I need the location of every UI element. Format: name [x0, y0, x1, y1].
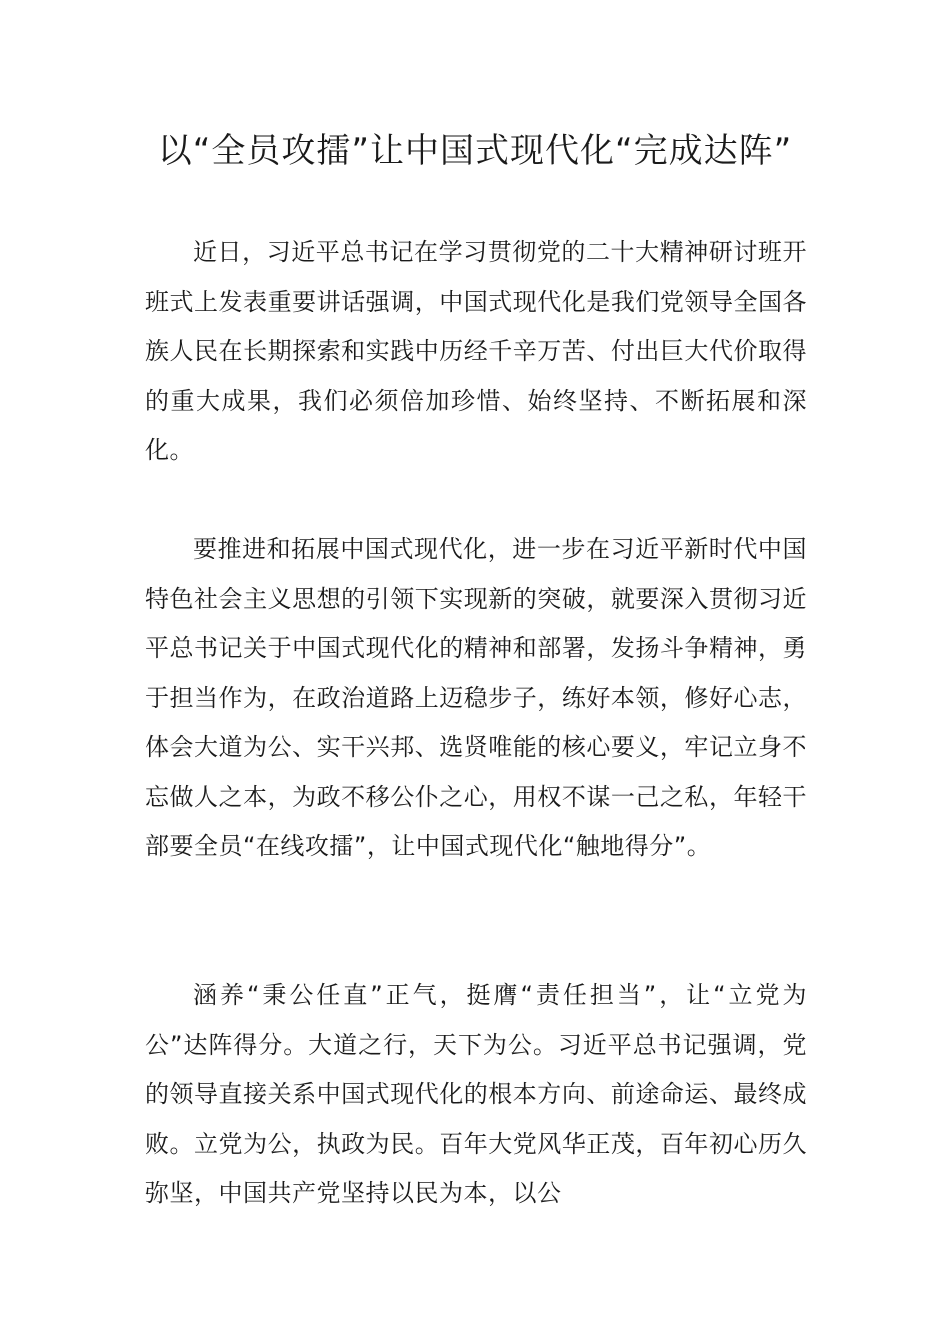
paragraph-2: 要推进和拓展中国式现代化，进一步在习近平新时代中国特色社会主义思想的引领下实现新的突破，就要深入贯彻习近平总书记关于中国式现代化的精神和部署，发扬斗争精神，勇于担当作为，在政治道路上迈稳步子，练好本领，修好心志，体会大道为公、实干兴邦、选贤唯能的核心要义，牢记立身不忘做人之本，为政不移公仆之心，用权不谋一己之私，年轻干部要全员“在线攻擂”，让中国式现代化“触地得分”。 — [145, 535, 807, 860]
paragraph-3: 涵养“秉公任直”正气，挺膺“责任担当”，让“立党为公”达阵得分。大道之行，天下为公。习近平总书记强调，党的领导直接关系中国式现代化的根本方向、前途命运、最终成败。立党为公，执政为民。百年大党风华正茂，百年初心历久弥坚，中国共产党坚持以民为本，以公 — [145, 981, 807, 1207]
paragraph-1: 近日，习近平总书记在学习贯彻党的二十大精神研讨班开班式上发表重要讲话强调，中国式现代化是我们党领导全国各族人民在长期探索和实践中历经千辛万苦、付出巨大代价取得的重大成果，我们必须倍加珍惜、始终坚持、不断拓展和深化。 — [145, 238, 807, 464]
document-title: 以“全员攻擂”让中国式现代化“完成达阵” — [157, 131, 793, 171]
